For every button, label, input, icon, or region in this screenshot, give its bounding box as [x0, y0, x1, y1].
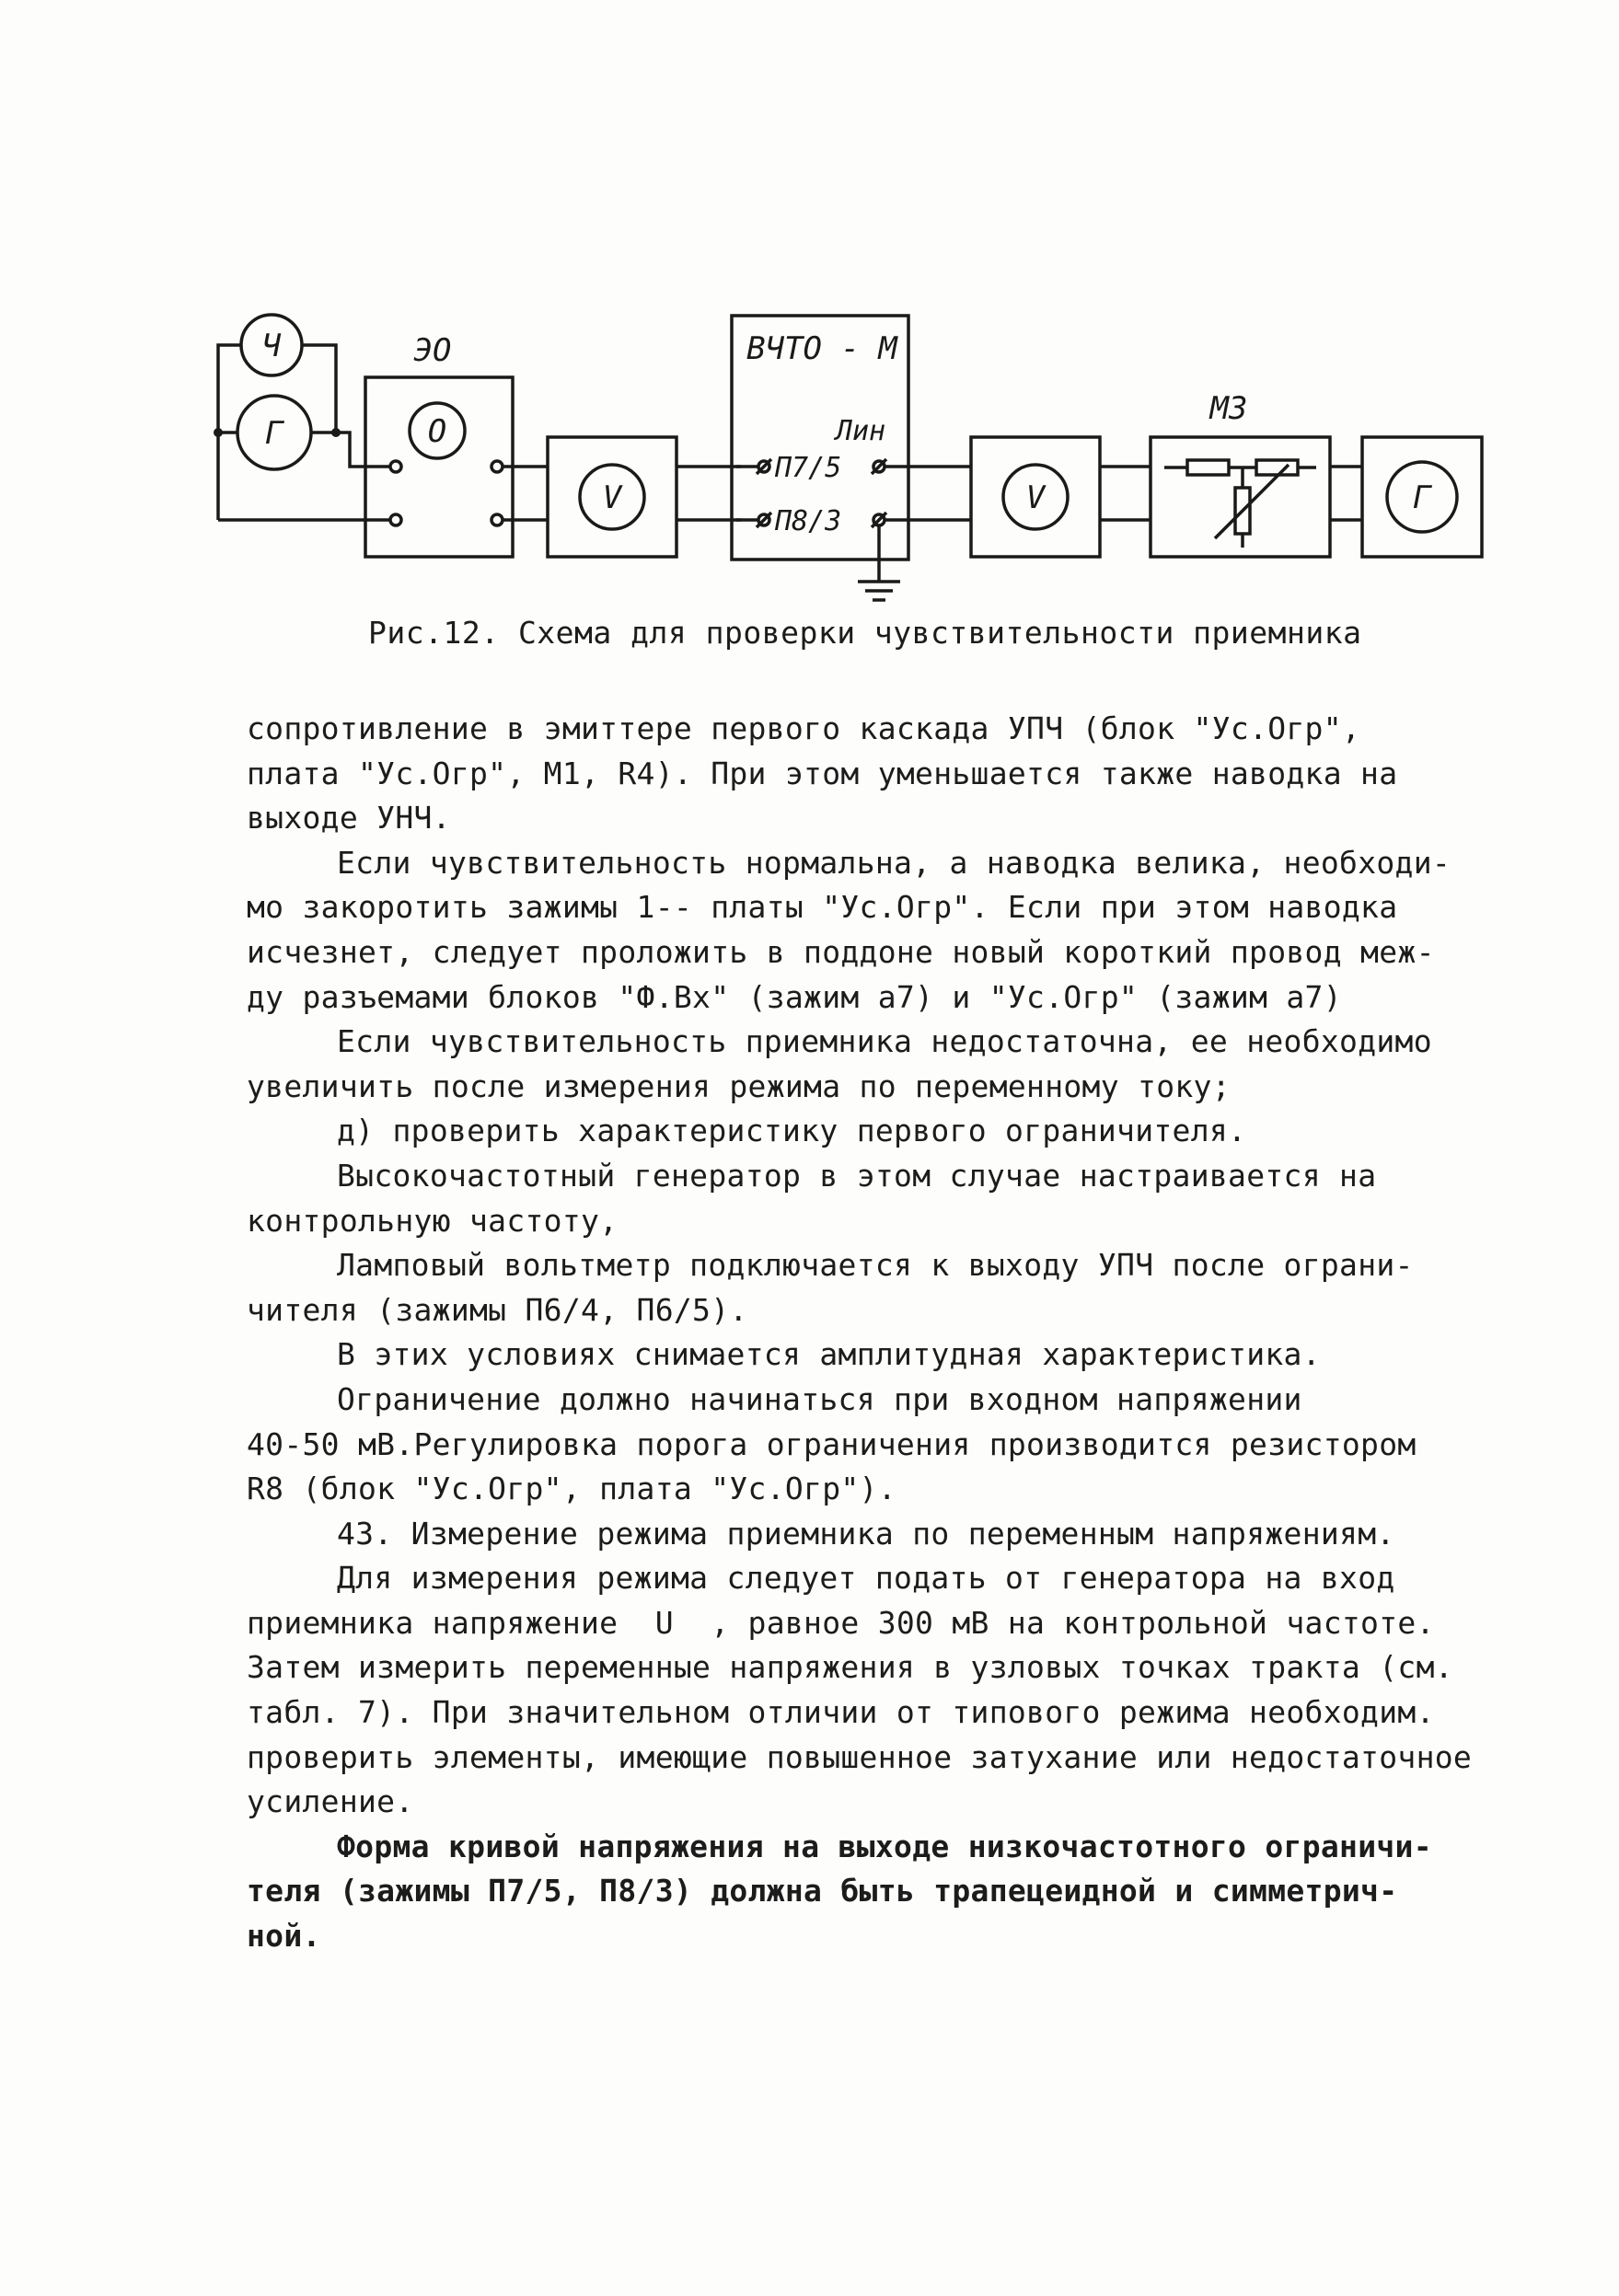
- text-line: сопротивление в эмиттере первого каскада УПЧ (блок "Ус.Огр",: [247, 710, 1361, 746]
- text-line: чителя (зажимы П6/4, П6/5).: [247, 1291, 748, 1328]
- text-line: Если чувствительность нормальна, а наводка велика, необходи-: [337, 844, 1451, 881]
- text-line: выходе УНЧ.: [247, 800, 451, 836]
- text-line: увеличить после измерения режима по переменному току;: [247, 1067, 1231, 1104]
- text-line: табл. 7). При значительном отличии от типового режима необходим.: [247, 1694, 1435, 1731]
- junction-dot: [214, 428, 223, 437]
- text-line: ду разъемами блоков "Ф.Вх" (зажим а7) и "Ус.Огр" (зажим а7): [247, 978, 1342, 1015]
- text-line: теля (зажимы П7/5, П8/3) должна быть трапецеидной и симметрич-: [247, 1873, 1398, 1909]
- text-line: Ограничение должно начинаться при входном напряжении: [337, 1380, 1302, 1417]
- attenuator-box: [1151, 437, 1330, 557]
- text-line: R8 (блок "Ус.Огр", плата "Ус.Огр").: [247, 1471, 896, 1507]
- label-eo: ЭО: [413, 332, 452, 369]
- label-v1: V: [602, 479, 622, 516]
- text-line: Для измерения режима следует подать от генератора на вход: [337, 1560, 1395, 1597]
- text-line: Ламповый вольтметр подключается к выходу УПЧ после ограни-: [337, 1247, 1414, 1284]
- resistor-symbol: [1256, 460, 1298, 475]
- label-lin: Лин: [835, 415, 886, 447]
- text-line: усиление.: [247, 1783, 414, 1820]
- terminal: [390, 461, 401, 472]
- text-line: д) проверить характеристику первого ограничителя.: [337, 1113, 1247, 1149]
- text-line: плата "Ус.Огр", М1, R4). При этом уменьшается также наводка на: [247, 755, 1398, 791]
- section-heading: 43. Измерение режима приемника по переменным напряжениям.: [337, 1515, 1395, 1552]
- label-vchto: ВЧТО - М: [746, 330, 897, 367]
- label-g1: Г: [264, 415, 284, 452]
- wire: [218, 345, 241, 433]
- text-line: контрольную частоту,: [247, 1202, 619, 1239]
- label-p7: П7/5: [775, 452, 842, 484]
- text-line: Затем измерить переменные напряжения в узловых точках тракта (см.: [247, 1649, 1453, 1686]
- terminal: [491, 514, 503, 525]
- text-line: В этих условиях снимается амплитудная характеристика.: [337, 1336, 1321, 1373]
- wire: [336, 433, 391, 467]
- text-line: приемника напряжение U , равное 300 мВ на контрольной частоте.: [247, 1604, 1435, 1641]
- text-line: проверить элементы, имеющие повышенное затухание или недостаточное: [247, 1738, 1473, 1775]
- resistor-symbol: [1187, 460, 1229, 475]
- label-g2: Г: [1412, 479, 1432, 516]
- text-line: Если чувствительность приемника недостаточна, ее необходимо: [337, 1023, 1432, 1060]
- terminal: [390, 514, 401, 525]
- label-ch: Ч: [261, 328, 282, 364]
- text-line: Форма кривой напряжения на выходе низкочастотного ограничи-: [337, 1828, 1432, 1864]
- terminal: [491, 461, 503, 472]
- text-line: мо закоротить зажимы 1-- платы "Ус.Огр". Если при этом наводка: [247, 889, 1398, 926]
- label-o: О: [427, 413, 447, 450]
- text-line: Высокочастотный генератор в этом случае настраивается на: [337, 1157, 1377, 1194]
- figure-caption: Рис.12. Схема для проверки чувствительности приемника: [368, 615, 1362, 651]
- text-line: ной.: [247, 1918, 321, 1955]
- text-line: исчезнет, следует проложить в поддоне новый короткий провод меж-: [247, 933, 1435, 970]
- label-p8: П8/3: [775, 505, 842, 537]
- text-line: 40-50 мВ.Регулировка порога ограничения производится резистором: [247, 1425, 1417, 1462]
- body-text: [247, 707, 1480, 1959]
- label-v2: V: [1025, 479, 1046, 516]
- label-mz: МЗ: [1209, 390, 1248, 427]
